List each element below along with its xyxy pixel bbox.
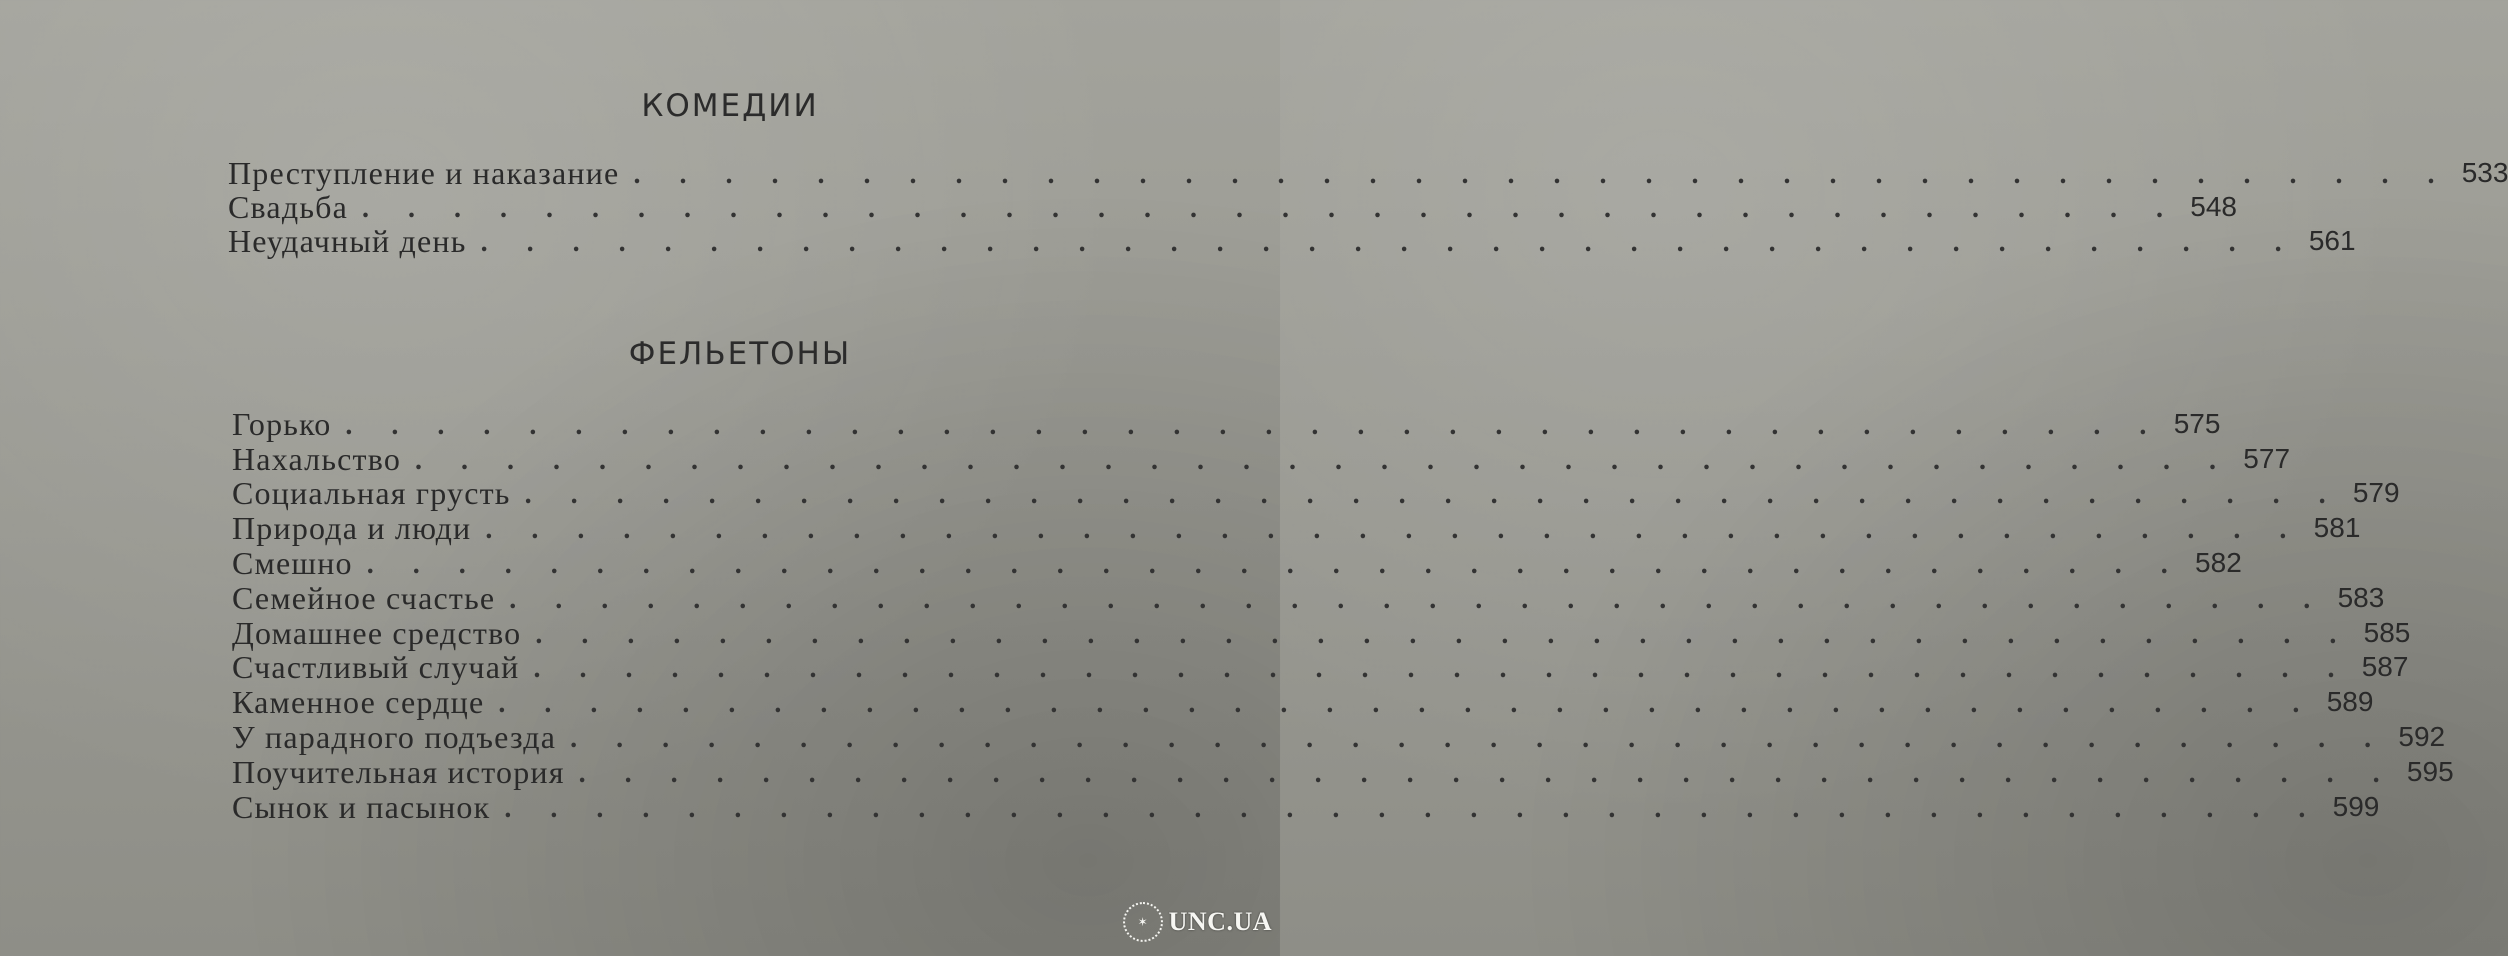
toc-entry-page: 579 xyxy=(2352,477,2400,509)
toc-entry xyxy=(232,405,2221,442)
toc-list-comedies xyxy=(228,155,2508,259)
toc-entry-title: Социальная грусть xyxy=(232,475,511,512)
toc-entry xyxy=(232,475,2400,512)
dot-leader: . . . . . . . . . . . . . . . . . . . . . . . . . . . . . . . . . . . . . . . . xyxy=(524,479,2342,511)
star-ring-icon: ✶ xyxy=(1123,902,1163,942)
toc-entry-title: Смешно xyxy=(232,544,353,581)
toc-entry-page: 561 xyxy=(2308,225,2356,256)
dot-leader: . . . . . . . . . . . . . . . . . . . . . . . . . . . . . . . . . . . . . . . . xyxy=(366,548,2184,580)
toc-entry-page: 582 xyxy=(2195,546,2242,578)
dot-leader: . . . . . . . . . . . . . . . . . . . . . . . . . . . . . . . . . . . . . . . . xyxy=(578,757,2396,789)
toc-entry-page: 583 xyxy=(2337,581,2385,613)
toc-entry-page: 587 xyxy=(2361,651,2409,683)
toc-entry xyxy=(232,753,2454,790)
watermark xyxy=(1123,902,1272,942)
toc-entry xyxy=(232,614,2411,651)
toc-entry-title: Счастливый случай xyxy=(232,649,520,686)
section-heading-feuilletons: ФЕЛЬЕТОНЫ xyxy=(628,336,852,372)
toc-entry xyxy=(228,189,2237,225)
toc-entry-page: 533 xyxy=(2461,157,2508,188)
toc-entry-title: Свадьба xyxy=(228,189,348,225)
toc-list-feuilletons xyxy=(232,405,2454,825)
dot-leader: . . . . . . . . . . . . . . . . . . . . . . . . . . . . . . . . . . . . . . . . xyxy=(504,792,2322,824)
toc-entry xyxy=(228,223,2356,259)
toc-entry xyxy=(232,649,2409,686)
toc-entry-title: Каменное сердце xyxy=(232,684,485,721)
dot-leader: . . . . . . . . . . . . . . . . . . . . . . . . . . . . . . . . . . . . . . . . xyxy=(362,193,2179,224)
toc-entry-title: Семейное счастье xyxy=(232,579,496,616)
toc-entry-page: 592 xyxy=(2398,720,2446,752)
dot-leader: . . . . . . . . . . . . . . . . . . . . . . . . . . . . . . . . . . . . . . . . xyxy=(509,583,2327,615)
toc-entry-page: 577 xyxy=(2243,442,2291,474)
toc-entry xyxy=(232,544,2242,581)
toc-entry-page: 575 xyxy=(2173,407,2221,439)
toc-entry xyxy=(232,718,2446,755)
toc-entry-title: Неудачный день xyxy=(228,223,467,259)
toc-entry-page: 548 xyxy=(2190,191,2237,222)
toc-entry-title: Преступление и наказание xyxy=(228,155,620,191)
dot-leader: . . . . . . . . . . . . . . . . . . . . . . . . . . . . . . . . . . . . . . . . xyxy=(535,618,2353,650)
dot-leader: . . . . . . . . . . . . . . . . . . . . . . . . . . . . . . . . . . . . . . . . xyxy=(485,514,2303,546)
toc-entry-page: 581 xyxy=(2313,512,2361,544)
toc-entry-title: Горько xyxy=(232,405,332,442)
toc-entry-title: Сынок и пасынок xyxy=(232,788,491,825)
toc-entry-page: 599 xyxy=(2332,790,2380,822)
toc-entry-page: 589 xyxy=(2326,686,2374,718)
toc-entry-page: 585 xyxy=(2363,616,2411,648)
dot-leader: . . . . . . . . . . . . . . . . . . . . . . . . . . . . . . . . . . . . . . . . xyxy=(633,159,2451,190)
toc-entry-title: Поучительная история xyxy=(232,753,565,790)
toc-entry-page: 595 xyxy=(2406,755,2454,787)
toc-entry-title: У парадного подъезда xyxy=(232,718,557,755)
dot-leader: . . . . . . . . . . . . . . . . . . . . . . . . . . . . . . . . . . . . . . . . xyxy=(498,688,2316,720)
dot-leader: . . . . . . . . . . . . . . . . . . . . . . . . . . . . . . . . . . . . . . . . xyxy=(415,444,2233,476)
watermark-text: UNC.UA xyxy=(1168,907,1272,936)
toc-entry xyxy=(228,155,2508,191)
dot-leader: . . . . . . . . . . . . . . . . . . . . . . . . . . . . . . . . . . . . . . . . xyxy=(570,722,2388,754)
toc-entry xyxy=(232,579,2385,616)
section-heading-comedies: КОМЕДИИ xyxy=(641,88,819,124)
toc-entry xyxy=(232,510,2361,547)
dot-leader: . . . . . . . . . . . . . . . . . . . . . . . . . . . . . . . . . . . . . . . . xyxy=(480,227,2298,258)
dot-leader: . . . . . . . . . . . . . . . . . . . . . . . . . . . . . . . . . . . . . . . . xyxy=(345,409,2163,441)
toc-entry-title: Нахальство xyxy=(232,440,402,477)
toc-entry xyxy=(232,788,2380,825)
toc-entry-title: Природа и люди xyxy=(232,510,472,547)
toc-entry xyxy=(232,440,2291,477)
toc-entry xyxy=(232,684,2374,721)
toc-entry-title: Домашнее средство xyxy=(232,614,522,651)
dot-leader: . . . . . . . . . . . . . . . . . . . . . . . . . . . . . . . . . . . . . . . . xyxy=(533,653,2351,685)
